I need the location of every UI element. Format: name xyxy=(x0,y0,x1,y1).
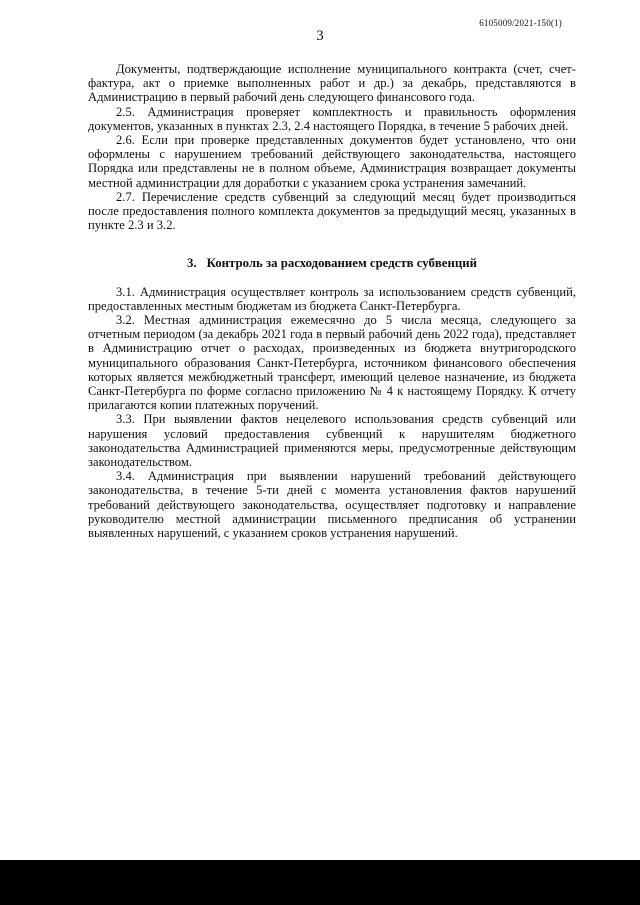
page-number: 3 xyxy=(316,28,324,44)
section-title: Контроль за расходованием средств субвенций xyxy=(206,256,477,271)
document-id: 6105009/2021-150(1) xyxy=(479,18,562,28)
section-number: 3. xyxy=(187,256,197,271)
paragraph-3-3: 3.3. При выявлении фактов нецелевого использования средств субвенций или нарушения условий предоставления субвенций к нарушителям бюджетного законодательства Администрацией применяются меры, предусмотренные действующим законодательством. xyxy=(88,412,576,470)
paragraph-2-7: 2.7. Перечисление средств субвенций за следующий месяц будет производиться после предоставления полного комплекта документов за предыдущий месяц, указанных в пункте 2.3 и 3.2. xyxy=(88,189,576,233)
paragraph-invoice-documents: Документы, подтверждающие исполнение муниципального контракта (счет, счет-фактура, акт о приемке выполненных работ и др.) за декабрь, представляются в Администрацию в первый рабочий день следующего финансового года. xyxy=(88,62,576,105)
paragraph-2-6: 2.6. Если при проверке представленных документов будет установлено, что они оформлены с нарушением требований действующего законодательства, настоящего Порядка или представлены не в полном объеме, Администрация возвращает документы местной администрации для доработки с указанием срока устранения замечаний. xyxy=(88,133,576,190)
document-body xyxy=(88,62,576,540)
paragraph-3-4: 3.4. Администрация при выявлении нарушений требований действующего законодательства, в течение 5-ти дней с момента установления фактов нарушений требований действующего законодательства, осуществляет подготовку и направление руководителю местной администрации письменного предписания об устранении выявленных нарушений, с указанием сроков устранения нарушений. xyxy=(88,469,576,541)
section-heading xyxy=(88,256,576,270)
paragraph-2-5: 2.5. Администрация проверяет комплектность и правильность оформления документов, указанных в пунктах 2.3, 2.4 настоящего Порядка, в течение 5 рабочих дней. xyxy=(88,104,576,133)
paragraph-3-2: 3.2. Местная администрация ежемесячно до 5 числа месяца, следующего за отчетным периодом (за декабрь 2021 года в первый рабочий день 2022 года), представляет в Администрацию отчет о расходах, произведенных из бюджета внутригородского муниципального образования Санкт-Петербурга, источником финансового обеспечения которых является межбюджетный трансферт, имеющий целевое назначение, из бюджета Санкт-Петербурга по форме согласно приложению № 4 к настоящему Порядку. К отчету прилагаются копии платежных поручений. xyxy=(88,313,576,413)
scan-bottom-band xyxy=(0,860,640,905)
paragraph-3-1: 3.1. Администрация осуществляет контроль за использованием средств субвенций, предоставленных местным бюджетам из бюджета Санкт-Петербурга. xyxy=(88,284,576,313)
